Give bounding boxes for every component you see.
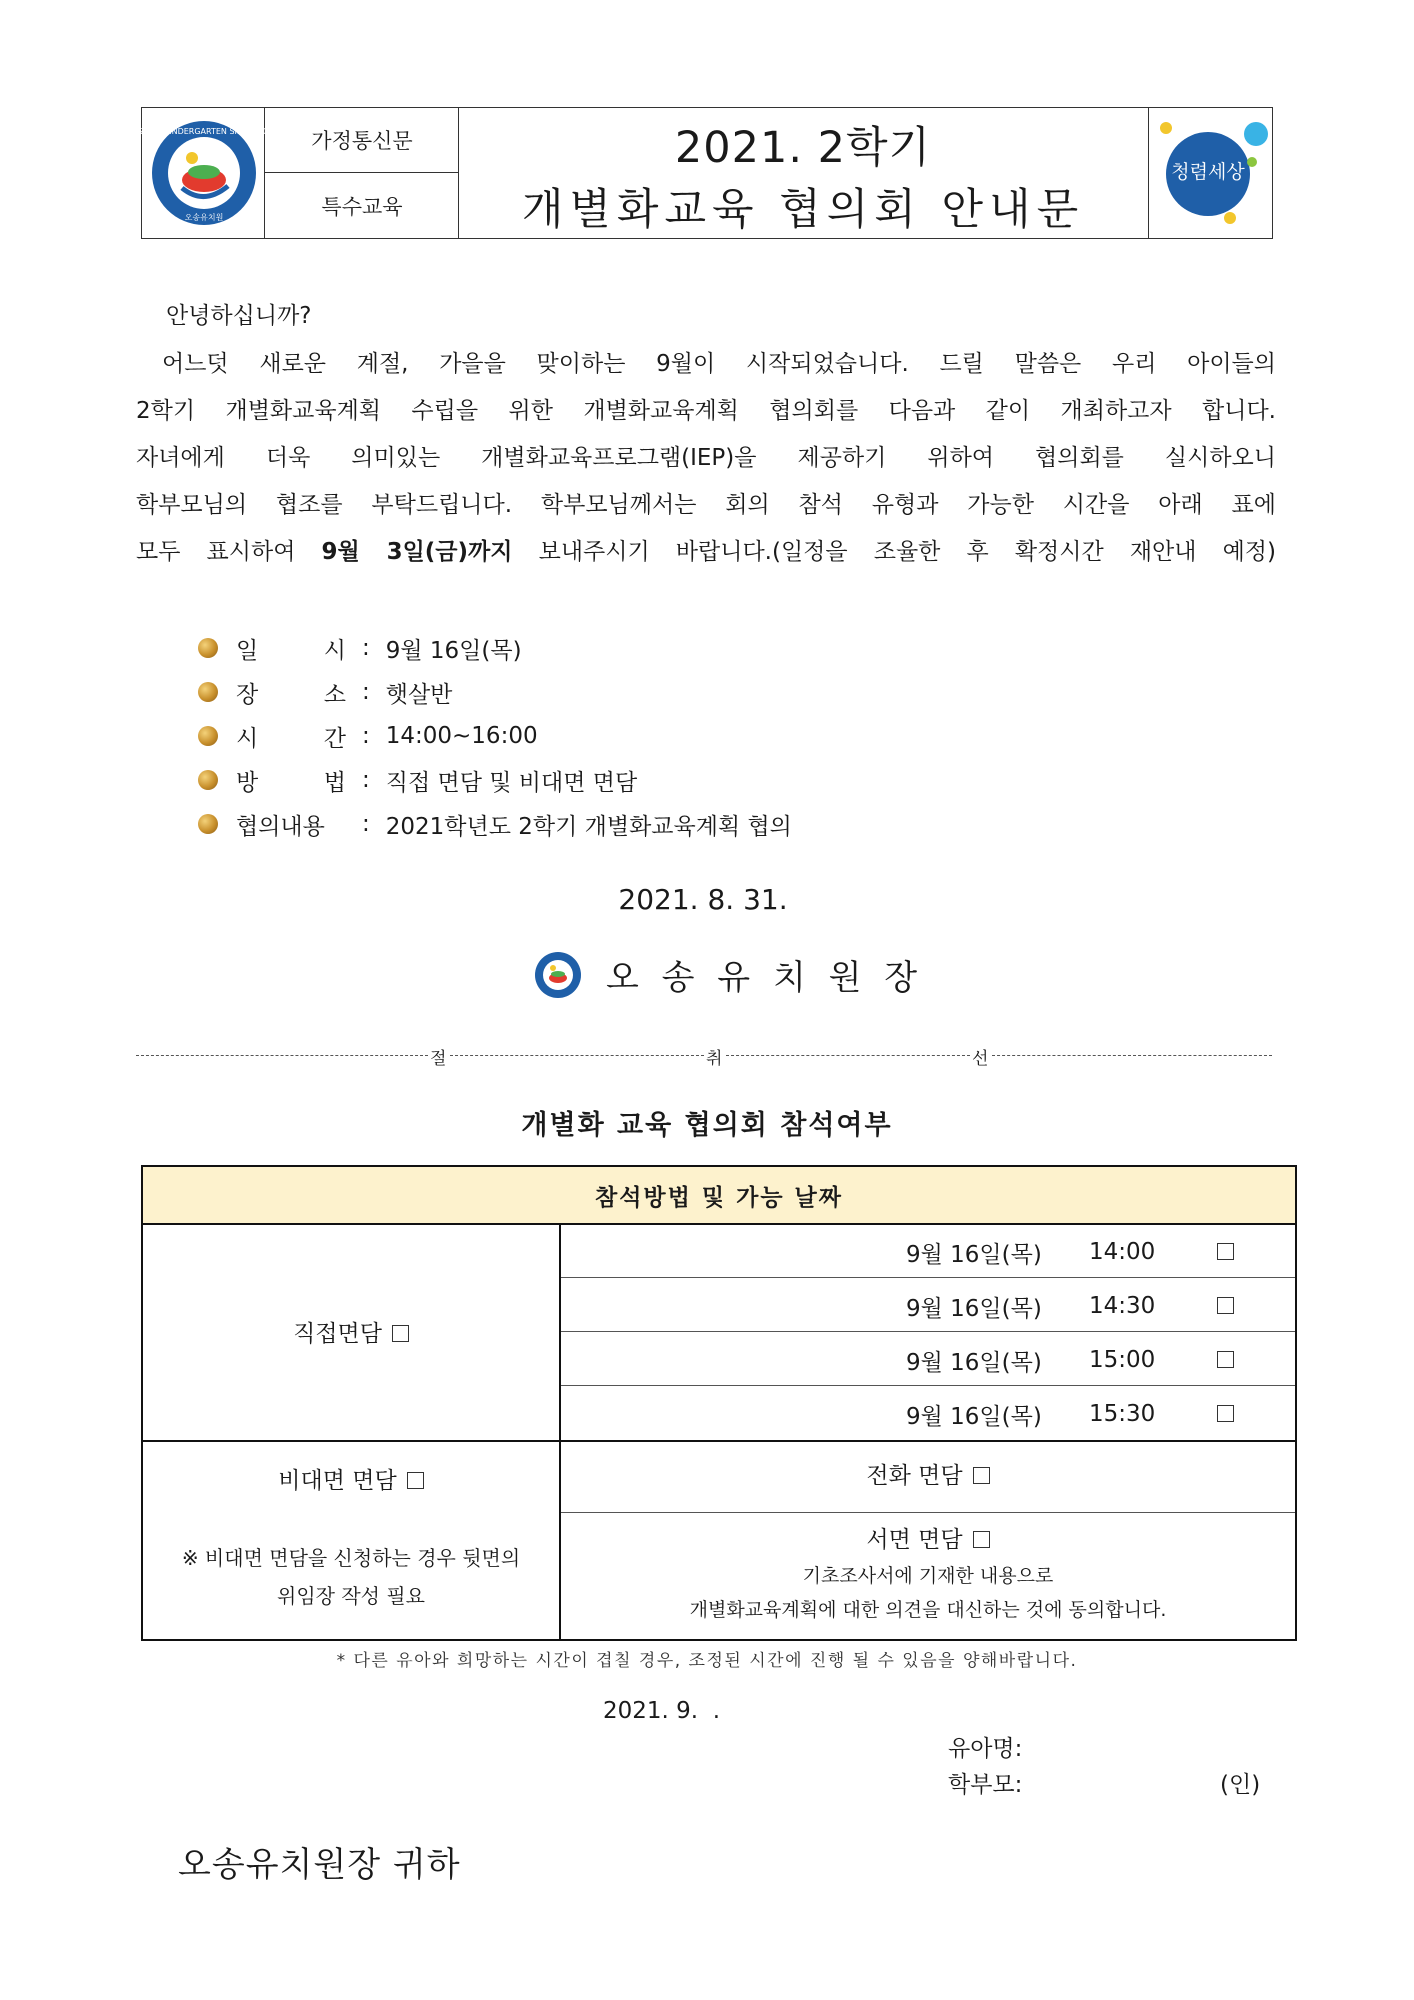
written-meeting-checkbox[interactable] bbox=[973, 1531, 990, 1548]
slot-checkbox[interactable] bbox=[1207, 1401, 1234, 1427]
detail-label: 협의내용 bbox=[236, 813, 325, 840]
header-divider bbox=[264, 172, 458, 173]
body-line-5-pre: 모두 표시하여 bbox=[136, 539, 322, 565]
slot-date: 9월 16일(목) bbox=[906, 1295, 1042, 1322]
child-name-label: 유아명: bbox=[948, 1736, 1023, 1762]
signer-logo bbox=[533, 950, 583, 1000]
seal-label: (인) bbox=[1220, 1772, 1261, 1798]
detail-item-place bbox=[198, 670, 452, 714]
slot-checkbox[interactable] bbox=[1207, 1347, 1234, 1373]
greeting: 안녕하십니까? bbox=[166, 303, 312, 329]
bullet-icon bbox=[198, 770, 218, 790]
slot-date: 9월 16일(목) bbox=[906, 1403, 1042, 1430]
detail-value: 햇살반 bbox=[385, 681, 453, 708]
bullet-icon bbox=[198, 726, 218, 746]
detail-colon: : bbox=[362, 767, 370, 793]
issue-date bbox=[0, 883, 1414, 916]
attendance-table-header: 참석방법 및 가능 날짜 bbox=[143, 1167, 1295, 1225]
logo-text-top: OSONG KINDERGARTEN SINCE 2012 bbox=[131, 127, 277, 136]
title-line-1: 2021. 2학기 bbox=[674, 123, 932, 173]
bullet-icon bbox=[198, 638, 218, 658]
written-note bbox=[561, 1559, 1295, 1627]
detail-item-method bbox=[198, 758, 637, 802]
detail-value: 직접 면담 및 비대면 면담 bbox=[385, 769, 638, 796]
recipient: 오송유치원장 귀하 bbox=[178, 1845, 461, 1885]
detail-label: 시 간 bbox=[236, 725, 346, 752]
time-slot-row[interactable] bbox=[561, 1333, 1295, 1387]
slot-checkbox[interactable] bbox=[1207, 1239, 1234, 1265]
footnote: * 다른 유아와 희망하는 시간이 겹칠 경우, 조정된 시간에 진행 될 수 있음을 양해바랍니다. bbox=[336, 1651, 1078, 1671]
body-line-3: 자녀에게 더욱 의미있는 개별화교육프로그램(IEP)을 제공하기 위하여 협의회를 실시하오니 bbox=[136, 445, 1276, 471]
issue-date-text: 2021. 8. 31. bbox=[618, 883, 788, 916]
detail-label: 장 소 bbox=[236, 681, 346, 708]
body-line-1: 어느덧 새로운 계절, 가을을 맞이하는 9월이 시작되었습니다. 드릴 말씀은 우리 아이들의 bbox=[162, 351, 1276, 377]
remote-note bbox=[143, 1539, 559, 1615]
slot-checkbox-box[interactable] bbox=[1217, 1351, 1234, 1368]
body-paragraph bbox=[136, 341, 1276, 576]
written-note-line-2: 개별화교육계획에 대한 의견을 대신하는 것에 동의합니다. bbox=[689, 1599, 1167, 1621]
body-line-5-post: 보내주시기 바랍니다.(일정을 조율한 후 확정시간 재안내 예정) bbox=[512, 539, 1276, 565]
detail-value: 2021학년도 2학기 개별화교육계획 협의 bbox=[385, 813, 792, 840]
slot-checkbox[interactable] bbox=[1207, 1293, 1234, 1319]
phone-meeting-option[interactable] bbox=[561, 1457, 1295, 1490]
form-title: 개별화 교육 협의회 참석여부 bbox=[521, 1110, 893, 1141]
remote-meeting-option[interactable] bbox=[143, 1462, 559, 1495]
reply-date: 2021. 9. . bbox=[603, 1698, 721, 1724]
written-note-line-1: 기초조사서에 기재한 내용으로 bbox=[802, 1565, 1054, 1587]
cut-dash bbox=[992, 1055, 1272, 1056]
body-line-5 bbox=[136, 529, 1276, 576]
direct-meeting-checkbox[interactable] bbox=[392, 1325, 409, 1342]
detail-colon: : bbox=[362, 723, 370, 749]
detail-value: 9월 16일(목) bbox=[385, 637, 522, 664]
logo-right-text: 청렴세상 bbox=[1171, 161, 1245, 183]
remote-note-line-1: ※ 비대면 면담을 신청하는 경우 뒷면의 bbox=[181, 1546, 521, 1570]
signer-name: 오 송 유 치 원 장 bbox=[606, 958, 924, 998]
written-meeting-label: 서면 면담 bbox=[866, 1527, 963, 1553]
detail-colon: : bbox=[362, 679, 370, 705]
bullet-icon bbox=[198, 682, 218, 702]
direct-meeting-label: 직접면담 bbox=[293, 1321, 382, 1347]
slot-checkbox-box[interactable] bbox=[1217, 1405, 1234, 1422]
remote-meeting-checkbox[interactable] bbox=[407, 1472, 424, 1489]
cut-char-1: 절 bbox=[430, 1049, 447, 1069]
cut-dash bbox=[726, 1055, 970, 1056]
phone-meeting-label: 전화 면담 bbox=[866, 1463, 963, 1489]
detail-item-date bbox=[198, 626, 522, 670]
cut-dash bbox=[450, 1055, 704, 1056]
cut-line bbox=[136, 1044, 1272, 1069]
kindergarten-logo bbox=[131, 114, 277, 232]
detail-colon: : bbox=[362, 635, 370, 661]
detail-label: 방 법 bbox=[236, 769, 346, 796]
attendance-table bbox=[141, 1165, 1297, 1641]
detail-value: 14:00~16:00 bbox=[385, 723, 538, 749]
cut-char-2: 취 bbox=[706, 1049, 723, 1069]
body-line-2: 2학기 개별화교육계획 수립을 위한 개별화교육계획 협의회를 다음과 같이 개최하고자 합니다. bbox=[136, 398, 1276, 424]
header-table bbox=[131, 107, 1273, 239]
phone-meeting-checkbox[interactable] bbox=[973, 1467, 990, 1484]
remote-note-line-2: 위임장 작성 필요 bbox=[277, 1584, 425, 1608]
slot-time: 14:00 bbox=[1089, 1239, 1156, 1265]
time-slot-row[interactable] bbox=[561, 1279, 1295, 1333]
slot-date: 9월 16일(목) bbox=[906, 1349, 1042, 1376]
slot-date: 9월 16일(목) bbox=[906, 1241, 1042, 1268]
body-line-4: 학부모님의 협조를 부탁드립니다. 학부모님께서는 회의 참석 유형과 가능한 시간을 아래 표에 bbox=[136, 492, 1276, 518]
table-row-divider bbox=[561, 1512, 1295, 1513]
detail-item-content bbox=[198, 802, 792, 846]
slot-time: 14:30 bbox=[1089, 1293, 1156, 1319]
title-line-2: 개별화교육 협의회 안내문 bbox=[521, 185, 1085, 235]
deadline-text: 9월 3일(금)까지 bbox=[321, 539, 513, 565]
integrity-logo bbox=[1152, 114, 1270, 232]
slot-time: 15:30 bbox=[1089, 1401, 1156, 1427]
slot-time: 15:00 bbox=[1089, 1347, 1156, 1373]
category-top: 가정통신문 bbox=[311, 129, 413, 153]
detail-item-time bbox=[198, 714, 538, 758]
direct-meeting-option[interactable] bbox=[143, 1315, 559, 1348]
parent-label: 학부모: bbox=[948, 1772, 1023, 1798]
logo-text-bottom: 오송유치원 bbox=[184, 213, 224, 222]
slot-checkbox-box[interactable] bbox=[1217, 1243, 1234, 1260]
category-bottom: 특수교육 bbox=[321, 195, 403, 219]
time-slot-row[interactable] bbox=[561, 1225, 1295, 1279]
detail-colon: : bbox=[362, 811, 370, 837]
time-slot-row[interactable] bbox=[561, 1387, 1295, 1441]
header-divider bbox=[1148, 108, 1149, 238]
cut-char-3: 선 bbox=[972, 1049, 989, 1069]
detail-label: 일 시 bbox=[236, 637, 346, 664]
slot-checkbox-box[interactable] bbox=[1217, 1297, 1234, 1314]
remote-meeting-label: 비대면 면담 bbox=[278, 1468, 397, 1494]
cut-dash bbox=[136, 1055, 428, 1056]
bullet-icon bbox=[198, 814, 218, 834]
written-meeting-option[interactable] bbox=[561, 1521, 1295, 1554]
